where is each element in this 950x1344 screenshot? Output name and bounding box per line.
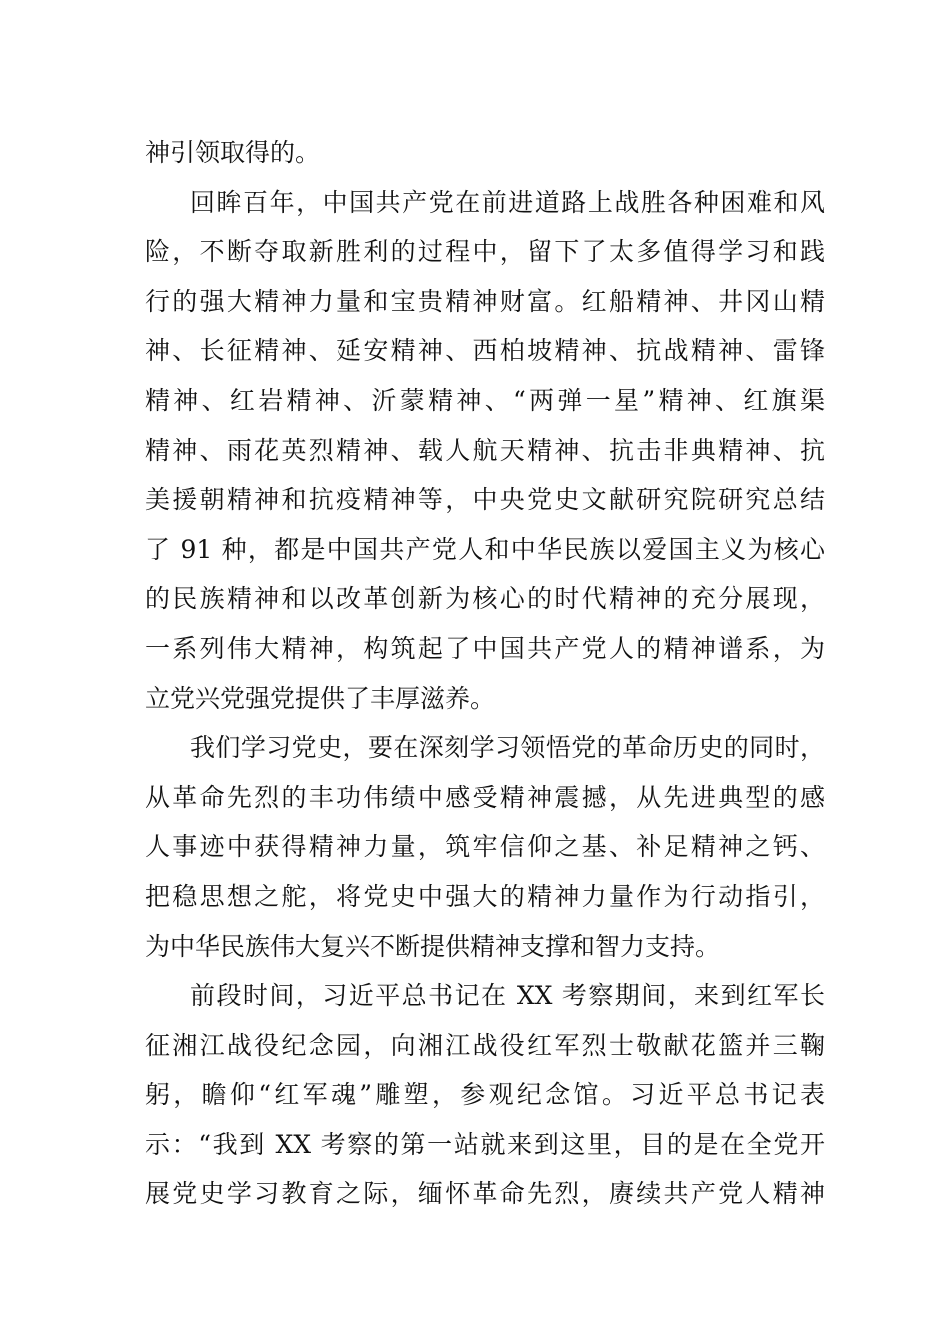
text-line: 把稳思想之舵，将党史中强大的精神力量作为行动指引， xyxy=(145,881,825,911)
body-text xyxy=(145,128,825,1219)
text-line: 立党兴党强党提供了丰厚滋养。 xyxy=(145,683,496,713)
text-line: 人事迹中获得精神力量，筑牢信仰之基、补足精神之钙、 xyxy=(145,832,825,862)
text-line: 行的强大精神力量和宝贵精神财富。红船精神、井冈山精 xyxy=(145,286,825,316)
text-line: 示：“我到 XX 考察的第一站就来到这里，目的是在全党开 xyxy=(145,1129,825,1159)
text-line: 精神、雨花英烈精神、载人航天精神、抗击非典精神、抗 xyxy=(145,435,825,465)
text-line: 的民族精神和以改革创新为核心的时代精神的充分展现， xyxy=(145,584,825,614)
text-line: 从革命先烈的丰功伟绩中感受精神震撼，从先进典型的感 xyxy=(145,782,825,812)
text-line: 精神、红岩精神、沂蒙精神、“两弹一星”精神、红旗渠 xyxy=(145,385,825,415)
text-line: 神引领取得的。 xyxy=(145,138,321,167)
text-line: 美援朝精神和抗疫精神等，中央党史文献研究院研究总结 xyxy=(145,485,825,515)
text-line: 我们学习党史，要在深刻学习领悟党的革命历史的同时， xyxy=(190,733,825,763)
text-line: 躬，瞻仰“红军魂”雕塑，参观纪念馆。习近平总书记表 xyxy=(145,1080,825,1110)
text-line: 前段时间，习近平总书记在 XX 考察期间，来到红军长 xyxy=(190,981,825,1011)
text-line: 回眸百年，中国共产党在前进道路上战胜各种困难和风 xyxy=(190,187,825,217)
text-line: 神、长征精神、延安精神、西柏坡精神、抗战精神、雷锋 xyxy=(145,336,825,366)
text-line: 一系列伟大精神，构筑起了中国共产党人的精神谱系，为 xyxy=(145,633,825,663)
text-line: 为中华民族伟大复兴不断提供精神支撑和智力支持。 xyxy=(145,931,721,961)
text-line: 险，不断夺取新胜利的过程中，留下了太多值得学习和践 xyxy=(145,237,825,267)
text-line: 了 91 种，都是中国共产党人和中华民族以爱国主义为核心 xyxy=(145,534,825,564)
text-line: 征湘江战役纪念园，向湘江战役红军烈士敬献花篮并三鞠 xyxy=(145,1030,825,1060)
text-line: 展党史学习教育之际，缅怀革命先烈，赓续共产党人精神 xyxy=(145,1179,825,1209)
